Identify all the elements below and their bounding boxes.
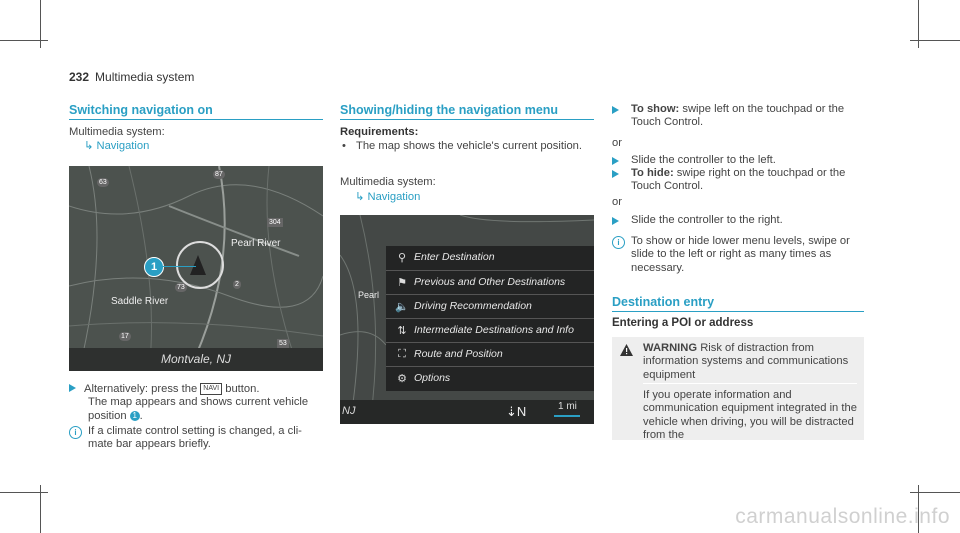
map-state-label: NJ: [342, 405, 356, 417]
navigation-link[interactable]: Navigation: [96, 140, 150, 152]
section-title: Multimedia system: [95, 70, 195, 84]
step-bullet-icon: [612, 170, 619, 178]
step-bullet-icon: [612, 106, 619, 114]
note-menu-levels: i To show or hide lower menu levels, swipe or slide to the left or right as many times as necessary.: [612, 235, 864, 275]
step-bullet-icon: [612, 157, 619, 165]
step-to-hide: To hide: swipe right on the touchpad or the Touch Control.: [612, 167, 864, 194]
info-icon: i: [69, 426, 82, 439]
map-route-shield: 17: [121, 333, 129, 340]
warning-divider: [643, 383, 857, 384]
map-route-shield: 87: [215, 171, 223, 178]
menu-item-previous-destinations[interactable]: ⚑ Previous and Other Destinations: [386, 270, 594, 295]
menu-item-driving-recommendation[interactable]: 🔈 Driving Recommendation: [386, 294, 594, 319]
callout-line: [162, 266, 196, 267]
subheading-poi-address: Entering a POI or address: [612, 317, 754, 329]
position-badge: 1: [130, 411, 140, 421]
navigation-map: [69, 166, 323, 371]
step-slide-left: Slide the controller to the left.: [612, 154, 864, 167]
warning-detail: If you operate information and communication equipment integrated in the vehicle when driving, you will be distracted from the: [643, 389, 857, 442]
navigation-link[interactable]: Navigation: [367, 191, 421, 203]
crop-mark: [0, 40, 48, 41]
crop-mark: [0, 492, 48, 493]
step-bullet-icon: [612, 217, 619, 225]
search-icon: ⚲: [397, 252, 407, 264]
or-text: or: [612, 196, 622, 208]
menu-item-options[interactable]: ⚙ Options: [386, 366, 594, 391]
navigation-menu: [386, 246, 594, 391]
flag-icon: ⚑: [397, 277, 407, 289]
map-label-pearl: Pearl: [358, 290, 380, 300]
path-navigation: [84, 140, 149, 153]
callout-badge: 1: [144, 257, 164, 277]
note-climate: i If a climate control setting is changed, a cli-mate bar appears briefly.: [69, 425, 323, 452]
crop-mark: [910, 492, 960, 493]
path-arrow-icon: ↳: [355, 191, 365, 203]
heading-destination-entry: Destination entry: [612, 295, 715, 309]
bullet: •: [342, 140, 346, 152]
path-navigation: [355, 191, 420, 204]
map-scale-bar: [554, 415, 580, 417]
voice-icon: 🔈: [395, 301, 409, 313]
path-label: Multimedia system:: [69, 126, 165, 138]
map-route-shield: 304: [269, 219, 281, 226]
step-to-show: To show: swipe left on the touchpad or the Touch Control.: [612, 103, 864, 130]
menu-item-enter-destination[interactable]: ⚲ Enter Destination: [386, 246, 594, 270]
menu-item-intermediate-destinations[interactable]: ⇅ Intermediate Destinations and Info: [386, 318, 594, 343]
heading-rule: [69, 119, 323, 120]
route-info-icon: ⇅: [397, 325, 407, 337]
menu-item-route-position[interactable]: ⛶ Route and Position: [386, 342, 594, 367]
vehicle-arrow-icon: [190, 255, 206, 275]
map-route-shield: 2: [235, 281, 239, 288]
map-route-shield: 53: [279, 340, 287, 347]
heading-rule: [340, 119, 594, 120]
path-arrow-icon: ↳: [84, 140, 94, 152]
map-label-saddle-river: Saddle River: [111, 296, 169, 307]
requirement-item: • The map shows the vehicle's current position.: [342, 140, 582, 152]
warning-box: [612, 337, 864, 440]
navi-key-icon: NAVI: [200, 383, 222, 395]
page-header: [69, 70, 194, 84]
compass-north[interactable]: ⇣N: [506, 404, 527, 419]
watermark: carmanualsonline.info: [735, 505, 950, 528]
heading-switching-navigation: Switching navigation on: [69, 103, 213, 117]
crop-mark: [910, 40, 960, 41]
heading-rule: [612, 311, 864, 312]
map-route-shield: 73: [177, 284, 185, 291]
map-label-pearl-river: Pearl River: [231, 238, 281, 249]
page-number: 232: [69, 70, 90, 84]
or-text: or: [612, 137, 622, 149]
map-scale: 1 mi: [558, 401, 577, 412]
info-icon: i: [612, 236, 625, 249]
step-slide-right: Slide the controller to the right.: [612, 214, 864, 227]
path-label: Multimedia system:: [340, 176, 436, 188]
map-route-shield: 63: [99, 179, 107, 186]
warning-icon: [620, 344, 633, 356]
map-caption: Montvale, NJ: [160, 352, 232, 366]
step-bullet-icon: [69, 384, 76, 392]
position-icon: ⛶: [398, 348, 406, 360]
requirements-label: Requirements:: [340, 126, 419, 138]
heading-show-hide-menu: Showing/hiding the navigation menu: [340, 103, 559, 117]
warning-text: WARNING Risk of distraction from information systems and communications equipment: [643, 342, 849, 381]
step-navi-button: Alternatively: press the NAVI button. The map appears and shows current vehicle position 1 .: [69, 383, 327, 423]
gear-icon: ⚙: [397, 373, 407, 385]
